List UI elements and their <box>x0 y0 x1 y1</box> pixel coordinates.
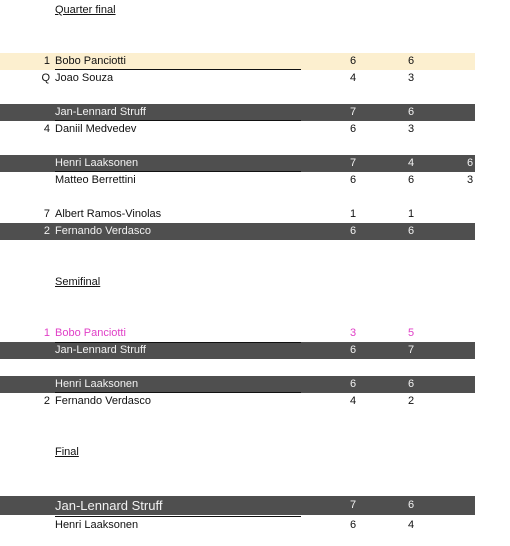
round-heading-semifinal: Semifinal <box>55 276 101 288</box>
set-score: 6 <box>349 174 357 186</box>
set-score: 6 <box>466 157 474 169</box>
set-score: 2 <box>407 395 415 407</box>
player-name: Fernando Verdasco <box>55 395 152 407</box>
set-score: 4 <box>349 395 357 407</box>
set-score: 6 <box>407 55 415 67</box>
set-score: 3 <box>407 72 415 84</box>
match-player-row <box>0 223 475 240</box>
match-player-row <box>0 70 475 87</box>
match-player-row <box>0 496 475 515</box>
set-score: 7 <box>349 157 357 169</box>
match-player-row <box>0 342 475 359</box>
player-name: Matteo Berrettini <box>55 174 136 186</box>
match-player-row <box>0 155 475 172</box>
set-score: 4 <box>407 157 415 169</box>
seed: 2 <box>43 225 50 237</box>
set-score: 1 <box>349 208 357 220</box>
set-score: 7 <box>349 499 357 511</box>
player-name: Daniil Medvedev <box>55 123 137 135</box>
seed: 1 <box>43 327 50 339</box>
match-player-row <box>0 325 475 342</box>
match-player-row <box>0 104 475 121</box>
set-score: 6 <box>407 106 415 118</box>
match-player-row <box>0 517 475 534</box>
player-name: Albert Ramos-Vinolas <box>55 208 162 220</box>
player-name: Jan-Lennard Struff <box>55 106 146 118</box>
match-player-row <box>0 121 475 138</box>
set-score: 6 <box>349 123 357 135</box>
match-player-row <box>0 376 475 393</box>
set-score: 3 <box>349 327 357 339</box>
set-score: 1 <box>407 208 415 220</box>
match-player-row <box>0 393 475 410</box>
round-heading-quarter: Quarter final <box>55 4 116 16</box>
player-name: Henri Laaksonen <box>55 157 139 169</box>
player-name: Joao Souza <box>55 72 114 84</box>
set-score: 6 <box>407 378 415 390</box>
set-score: 4 <box>349 72 357 84</box>
set-score: 6 <box>407 499 415 511</box>
set-score: 6 <box>349 344 357 356</box>
set-score: 4 <box>407 519 415 531</box>
player-name: Jan-Lennard Struff <box>55 344 146 356</box>
player-name: Henri Laaksonen <box>55 378 139 390</box>
set-score: 7 <box>349 106 357 118</box>
match-player-row <box>0 53 475 70</box>
player-name: Fernando Verdasco <box>55 225 152 237</box>
match-player-row <box>0 172 475 189</box>
round-heading-final: Final <box>55 446 79 458</box>
player-name: Henri Laaksonen <box>55 519 139 531</box>
bracket-line <box>55 342 301 343</box>
seed: Q <box>41 72 50 84</box>
seed: 4 <box>43 123 50 135</box>
seed: 1 <box>43 55 50 67</box>
player-name: Bobo Panciotti <box>55 55 126 67</box>
seed: 2 <box>43 395 50 407</box>
set-score: 6 <box>407 225 415 237</box>
set-score: 7 <box>407 344 415 356</box>
set-score: 3 <box>466 174 474 186</box>
set-score: 6 <box>349 378 357 390</box>
match-player-row <box>0 206 475 223</box>
seed: 7 <box>43 208 50 220</box>
player-name: Bobo Panciotti <box>55 327 126 339</box>
set-score: 6 <box>349 55 357 67</box>
set-score: 6 <box>349 225 357 237</box>
set-score: 6 <box>407 174 415 186</box>
set-score: 6 <box>349 519 357 531</box>
player-name: Jan-Lennard Struff <box>55 498 163 513</box>
set-score: 3 <box>407 123 415 135</box>
set-score: 5 <box>407 327 415 339</box>
